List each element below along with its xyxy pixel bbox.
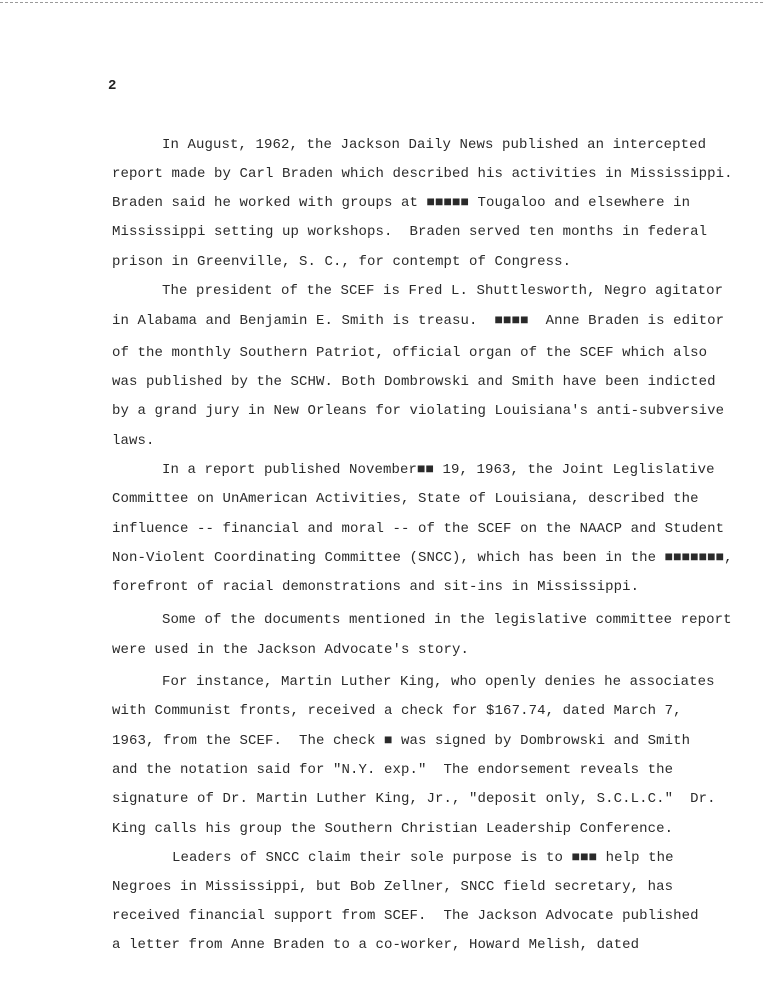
text-line: In August, 1962, the Jackson Daily News published an intercepted [162, 137, 707, 153]
text-line: signature of Dr. Martin Luther King, Jr., "deposit only, S.C.L.C." Dr. [112, 791, 716, 807]
text-line: a letter from Anne Braden to a co-worker, Howard Melish, dated [112, 937, 640, 953]
text-line: The president of the SCEF is Fred L. Shuttlesworth, Negro agitator [162, 283, 724, 299]
text-line: was published by the SCHW. Both Dombrowski and Smith have been indicted [112, 374, 716, 390]
text-line: with Communist fronts, received a check for $167.74, dated March 7, [112, 703, 682, 719]
page-number: 2 [108, 78, 117, 94]
text-line: Negroes in Mississippi, but Bob Zellner, SNCC field secretary, has [112, 879, 674, 895]
text-line: Mississippi setting up workshops. Braden served ten months in federal [112, 224, 708, 240]
text-line: King calls his group the Southern Christian Leadership Conference. [112, 821, 674, 837]
text-line: Committee on UnAmerican Activities, State of Louisiana, described the [112, 491, 699, 507]
page-top-border [0, 2, 763, 3]
text-line: Braden said he worked with groups at ■■■■■ Tougaloo and elsewhere in [112, 195, 691, 211]
text-line: received financial support from SCEF. The Jackson Advocate published [112, 908, 699, 924]
text-line: For instance, Martin Luther King, who openly denies he associates [162, 674, 715, 690]
text-line: prison in Greenville, S. C., for contempt of Congress. [112, 254, 572, 270]
text-line: influence -- financial and moral -- of the SCEF on the NAACP and Student [112, 521, 725, 537]
text-line: in Alabama and Benjamin E. Smith is treasu. ■■■■ Anne Braden is editor [112, 313, 725, 329]
text-line: report made by Carl Braden which described his activities in Mississippi. [112, 166, 733, 182]
text-line: Leaders of SNCC claim their sole purpose is to ■■■ help the [172, 850, 674, 866]
text-line: In a report published November■■ 19, 1963, the Joint Leglislative [162, 462, 715, 478]
text-line: forefront of racial demonstrations and sit-ins in Mississippi. [112, 579, 640, 595]
text-line: and the notation said for "N.Y. exp." The endorsement reveals the [112, 762, 674, 778]
text-line: Non-Violent Coordinating Committee (SNCC), which has been in the ■■■■■■■, [112, 550, 733, 566]
text-line: laws. [112, 433, 155, 449]
text-line: of the monthly Southern Patriot, official organ of the SCEF which also [112, 345, 708, 361]
text-line: were used in the Jackson Advocate's story. [112, 642, 470, 658]
text-line: Some of the documents mentioned in the legislative committee report [162, 612, 732, 628]
text-line: by a grand jury in New Orleans for violating Louisiana's anti-subversive [112, 403, 725, 419]
text-line: 1963, from the SCEF. The check ■ was signed by Dombrowski and Smith [112, 733, 691, 749]
